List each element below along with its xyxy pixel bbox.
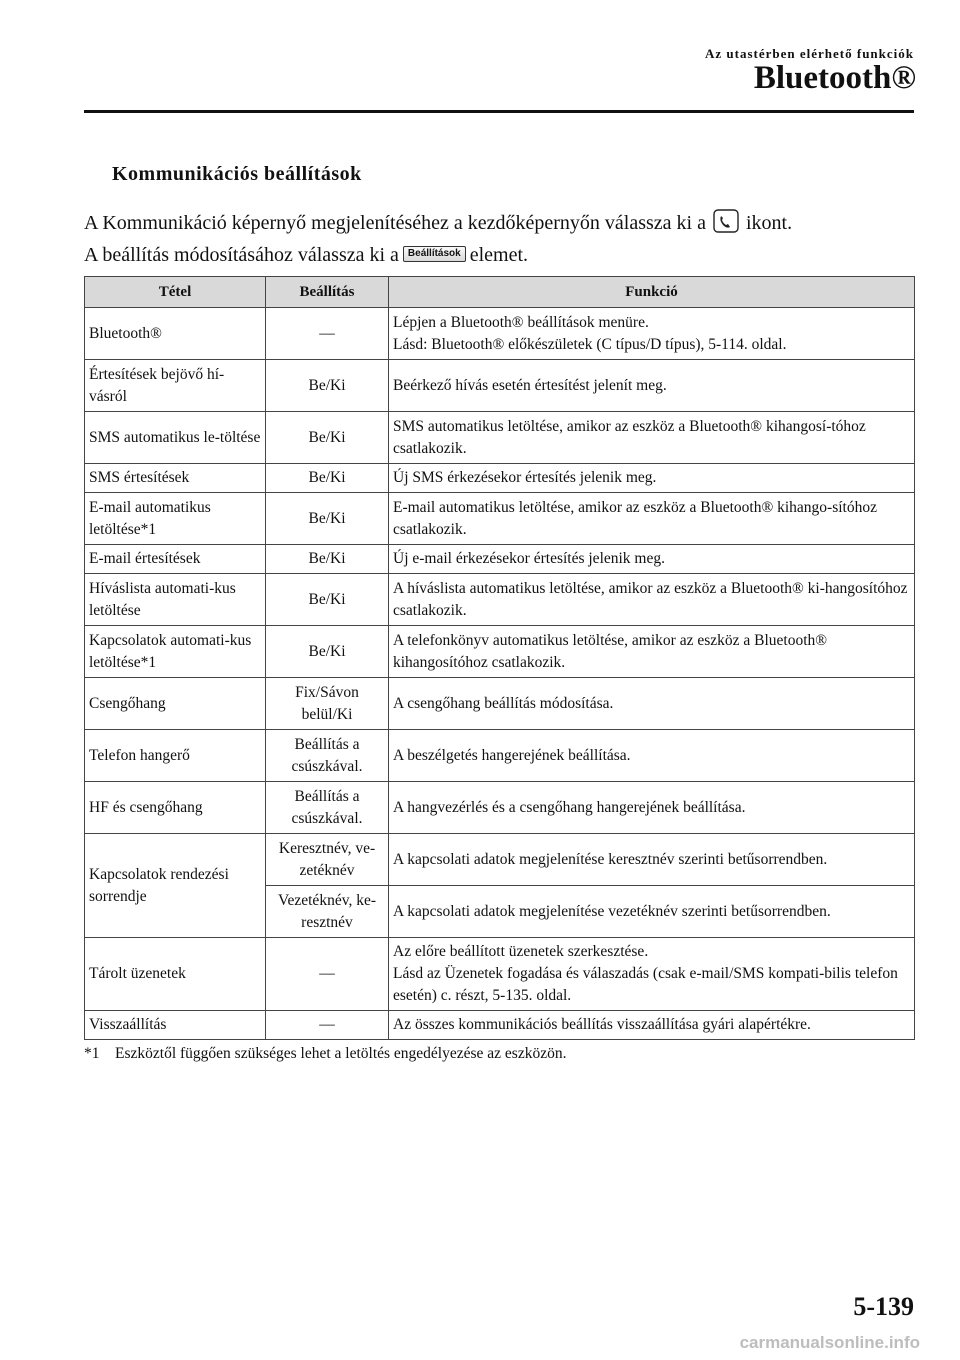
cell-setting: Be/Ki (266, 412, 389, 464)
cell-item: SMS értesítések (85, 464, 266, 493)
cell-function: Beérkező hívás esetén értesítést jelenít meg. (389, 360, 915, 412)
header-divider (84, 110, 914, 113)
table-header-row (85, 277, 915, 308)
func-line: Lépjen a Bluetooth® beállítások menüre. (393, 313, 649, 331)
cell-function: A hangvezérlés és a csengőhang hangerejének beállítása. (389, 782, 915, 834)
page-number: 5-139 (853, 1292, 914, 1321)
table-row (85, 360, 915, 412)
cell-setting: — (266, 1011, 389, 1040)
cell-setting: Be/Ki (266, 545, 389, 574)
cell-function: A csengőhang beállítás módosítása. (389, 678, 915, 730)
cell-setting: Be/Ki (266, 464, 389, 493)
table-row (85, 464, 915, 493)
settings-button-image: Beállítások (403, 246, 466, 262)
watermark: carmanualsonline.info (739, 1333, 920, 1352)
cell-function: Új SMS érkezésekor értesítés jelenik meg. (389, 464, 915, 493)
intro-paragraph (84, 207, 792, 271)
table-row (85, 626, 915, 678)
cell-setting: Beállítás a csúszkával. (266, 782, 389, 834)
cell-item: HF és csengőhang (85, 782, 266, 834)
cell-item: Tárolt üzenetek (85, 938, 266, 1011)
table-row (85, 574, 915, 626)
cell-setting: Be/Ki (266, 626, 389, 678)
cell-setting: — (266, 308, 389, 360)
section-title: Kommunikációs beállítások (112, 163, 362, 185)
phone-screen-icon (713, 209, 739, 233)
cell-function (389, 938, 915, 1011)
chapter-subtitle: Az utastérben elérhető funkciók (704, 46, 914, 61)
header-item: Tétel (85, 277, 266, 308)
table-row (85, 545, 915, 574)
table-row (85, 782, 915, 834)
table-row (85, 678, 915, 730)
cell-setting: Fix/Sávon belül/Ki (266, 678, 389, 730)
cell-item: Csengőhang (85, 678, 266, 730)
cell-function: SMS automatikus letöltése, amikor az eszköz a Bluetooth® kihangosí-tóhoz csatlakozik. (389, 412, 915, 464)
cell-item: Kapcsolatok rendezési sorrendje (85, 834, 266, 938)
cell-item: Bluetooth® (85, 308, 266, 360)
cell-item: Visszaállítás (85, 1011, 266, 1040)
footnote-text: Eszköztől függően szükséges lehet a letöltés engedélyezése az eszközön. (115, 1045, 567, 1062)
cell-item: Telefon hangerő (85, 730, 266, 782)
table-row (85, 493, 915, 545)
cell-setting: Beállítás a csúszkával. (266, 730, 389, 782)
cell-item: E-mail automatikus letöltése*1 (85, 493, 266, 545)
cell-setting: Keresztnév, ve-zetéknév (266, 834, 389, 886)
cell-function: Az összes kommunikációs beállítás visszaállítása gyári alapértékre. (389, 1011, 915, 1040)
table-row (85, 938, 915, 1011)
cell-function: A kapcsolati adatok megjelenítése vezetéknév szerinti betűsorrendben. (389, 886, 915, 938)
cell-item: Híváslista automati-kus letöltése (85, 574, 266, 626)
table-row (85, 308, 915, 360)
cell-function: A beszélgetés hangerejének beállítása. (389, 730, 915, 782)
cell-item: Értesítések bejövő hí-vásról (85, 360, 266, 412)
cell-function: A híváslista automatikus letöltése, amikor az eszköz a Bluetooth® ki-hangosítóhoz csatlakozik. (389, 574, 915, 626)
table-row (85, 730, 915, 782)
cell-function: Új e-mail érkezésekor értesítés jelenik meg. (389, 545, 915, 574)
cell-function: A telefonkönyv automatikus letöltése, amikor az eszköz a Bluetooth® kihangosítóhoz csatlakozik. (389, 626, 915, 678)
cell-item: Kapcsolatok automati-kus letöltése*1 (85, 626, 266, 678)
cell-function: E-mail automatikus letöltése, amikor az eszköz a Bluetooth® kihango-sítóhoz csatlakozik. (389, 493, 915, 545)
footnote (84, 1045, 566, 1063)
intro-line1-end: ikont. (746, 212, 793, 234)
header-setting: Beállítás (266, 277, 389, 308)
table-row (85, 834, 915, 886)
intro-line2-start: A beállítás módosításához válassza ki a (84, 244, 399, 266)
cell-function (389, 308, 915, 360)
func-line: Az előre beállított üzenetek szerkesztése. (393, 943, 649, 960)
cell-item: SMS automatikus le-töltése (85, 412, 266, 464)
cell-function: A kapcsolati adatok megjelenítése keresztnév szerinti betűsorrendben. (389, 834, 915, 886)
cell-setting: — (266, 938, 389, 1011)
header-function: Funkció (389, 277, 915, 308)
cell-setting: Be/Ki (266, 574, 389, 626)
settings-table (84, 276, 915, 1040)
footnote-mark: *1 (84, 1045, 100, 1062)
cell-setting: Be/Ki (266, 360, 389, 412)
intro-line1-start: A Kommunikáció képernyő megjelenítéséhez a kezdőképernyőn válassza ki a (84, 212, 706, 234)
table-row (85, 412, 915, 464)
func-line: Lásd az Üzenetek fogadása és válaszadás (csak e-mail/SMS kompati-bilis telefon esetén) c. részt, 5-135. oldal. (393, 965, 898, 1004)
cell-item: E-mail értesítések (85, 545, 266, 574)
intro-line2-end: elemet. (469, 244, 529, 266)
chapter-title: Bluetooth® (753, 60, 916, 96)
cell-setting: Be/Ki (266, 493, 389, 545)
func-line: Lásd: Bluetooth® előkészületek (C típus/D típus), 5-114. oldal. (393, 335, 787, 353)
table-row (85, 1011, 915, 1040)
cell-setting: Vezetéknév, ke-resztnév (266, 886, 389, 938)
